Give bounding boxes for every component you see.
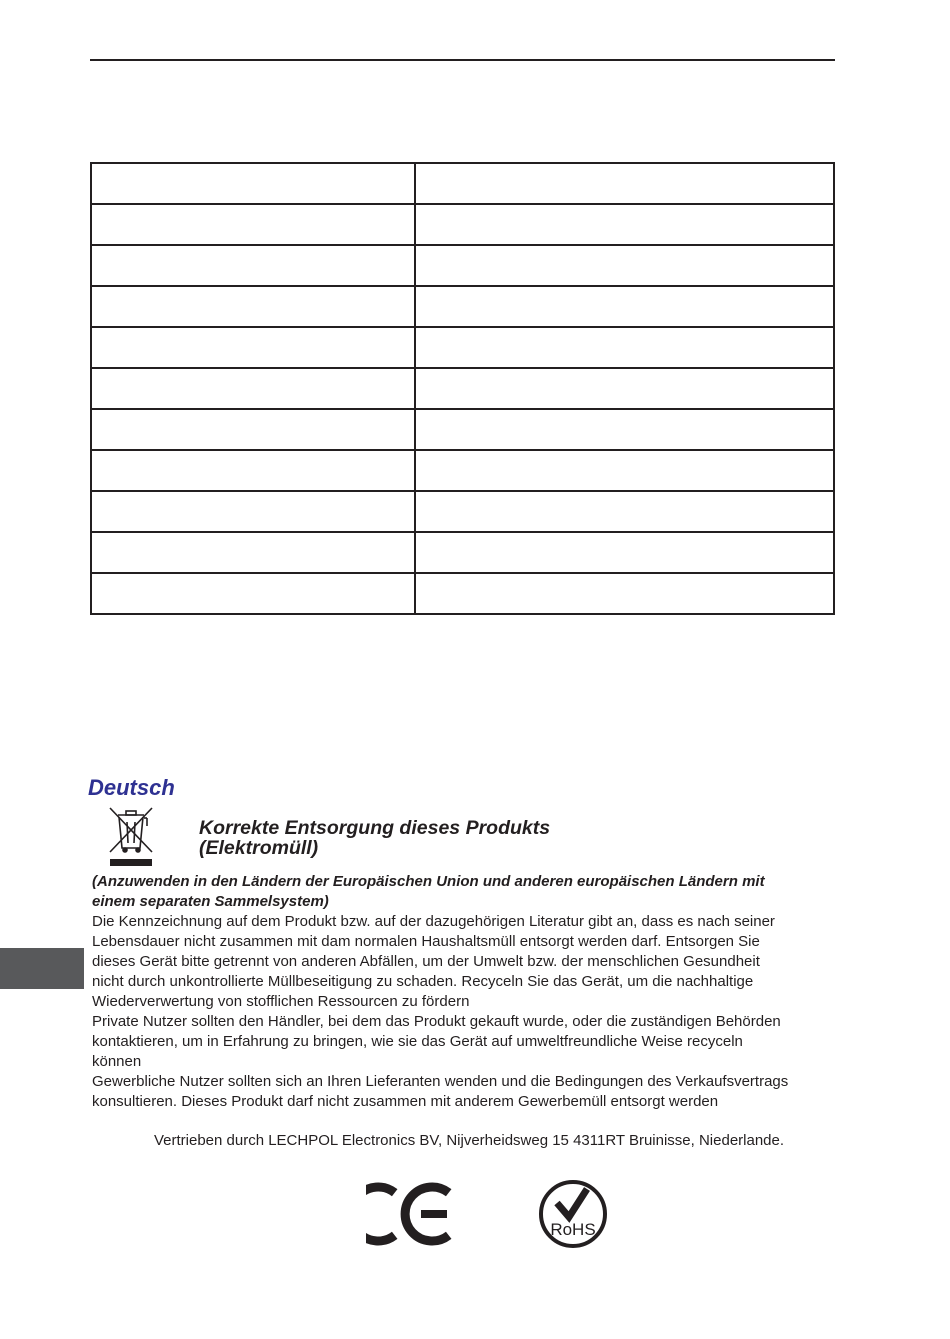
disposal-heading — [199, 818, 550, 858]
table-cell-label — [91, 286, 415, 327]
table-row — [91, 286, 834, 327]
ce-mark-icon — [366, 1182, 458, 1246]
crossed-out-wheelie-bin-icon — [106, 804, 156, 868]
rohs-label: RoHS — [550, 1220, 596, 1239]
table-row — [91, 245, 834, 286]
rohs-checkmark-icon — [538, 1179, 608, 1249]
body-line: Die Kennzeichnung auf dem Produkt bzw. auf der dazugehörigen Literatur gibt an, dass es nach seiner — [92, 913, 775, 930]
table-cell-value — [415, 532, 834, 573]
table-row — [91, 204, 834, 245]
table-cell-label — [91, 450, 415, 491]
table-cell-label — [91, 573, 415, 614]
top-rule — [90, 59, 835, 61]
table-row — [91, 491, 834, 532]
table-cell-label — [91, 204, 415, 245]
table-cell-label — [91, 327, 415, 368]
disposal-body-text — [92, 872, 892, 1112]
table-cell-label — [91, 368, 415, 409]
disposal-heading-line-2: (Elektromüll) — [199, 837, 319, 859]
table-cell-label — [91, 245, 415, 286]
body-line: dieses Gerät bitte getrennt von anderen Abfällen, um der Umwelt bzw. der menschlichen Gesundheit — [92, 953, 760, 970]
table-cell-value — [415, 327, 834, 368]
table-cell-value — [415, 573, 834, 614]
body-line: nicht durch unkontrollierte Müllbeseitigung zu schaden. Recyceln Sie das Gerät, um die nachhaltige — [92, 973, 754, 990]
table-cell-value — [415, 286, 834, 327]
table-cell-label — [91, 409, 415, 450]
table-cell-value — [415, 163, 834, 204]
table-row — [91, 368, 834, 409]
table-row — [91, 532, 834, 573]
table-row — [91, 409, 834, 450]
disposal-heading-line-1: Korrekte Entsorgung dieses Produkts — [199, 817, 551, 839]
table-cell-label — [91, 532, 415, 573]
table-cell-value — [415, 368, 834, 409]
body-line: Gewerbliche Nutzer sollten sich an Ihren Lieferanten wenden und die Bedingungen des Verkaufsvertrags — [92, 1073, 789, 1090]
body-line: konsultieren. Dieses Produkt darf nicht zusammen mit anderem Gewerbemüll entsorgt werden — [92, 1093, 719, 1110]
table-cell-value — [415, 204, 834, 245]
body-line: (Anzuwenden in den Ländern der Europäischen Union und anderen europäischen Ländern mit — [92, 873, 765, 890]
body-line: Private Nutzer sollten den Händler, bei dem das Produkt gekauft wurde, oder die zuständigen Behörden — [92, 1013, 781, 1030]
table-row — [91, 573, 834, 614]
table-cell-value — [415, 245, 834, 286]
distributor-address: Vertrieben durch LECHPOL Electronics BV, Nijverheidsweg 15 4311RT Bruinisse, Niederlande. — [153, 1132, 785, 1149]
table-cell-value — [415, 491, 834, 532]
table-cell-label — [91, 491, 415, 532]
body-line: Wiederverwertung von stofflichen Ressourcen zu fördern — [92, 993, 470, 1010]
spec-table — [90, 162, 835, 615]
table-cell-value — [415, 409, 834, 450]
body-line: einem separaten Sammelsystem) — [92, 893, 329, 910]
table-cell-label — [91, 163, 415, 204]
table-row — [91, 163, 834, 204]
table-row — [91, 450, 834, 491]
body-line: können — [92, 1053, 142, 1070]
body-line: Lebensdauer nicht zusammen mit dam normalen Haushaltsmüll entsorgt werden darf. Entsorgen Sie — [92, 933, 760, 950]
table-row — [91, 327, 834, 368]
table-cell-value — [415, 450, 834, 491]
language-title: Deutsch — [88, 775, 175, 800]
spec-table-body — [91, 163, 834, 614]
body-line: kontaktieren, um in Erfahrung zu bringen, wie sie das Gerät auf umweltfreundliche Weise recyceln — [92, 1033, 743, 1050]
language-side-tab — [0, 948, 84, 989]
